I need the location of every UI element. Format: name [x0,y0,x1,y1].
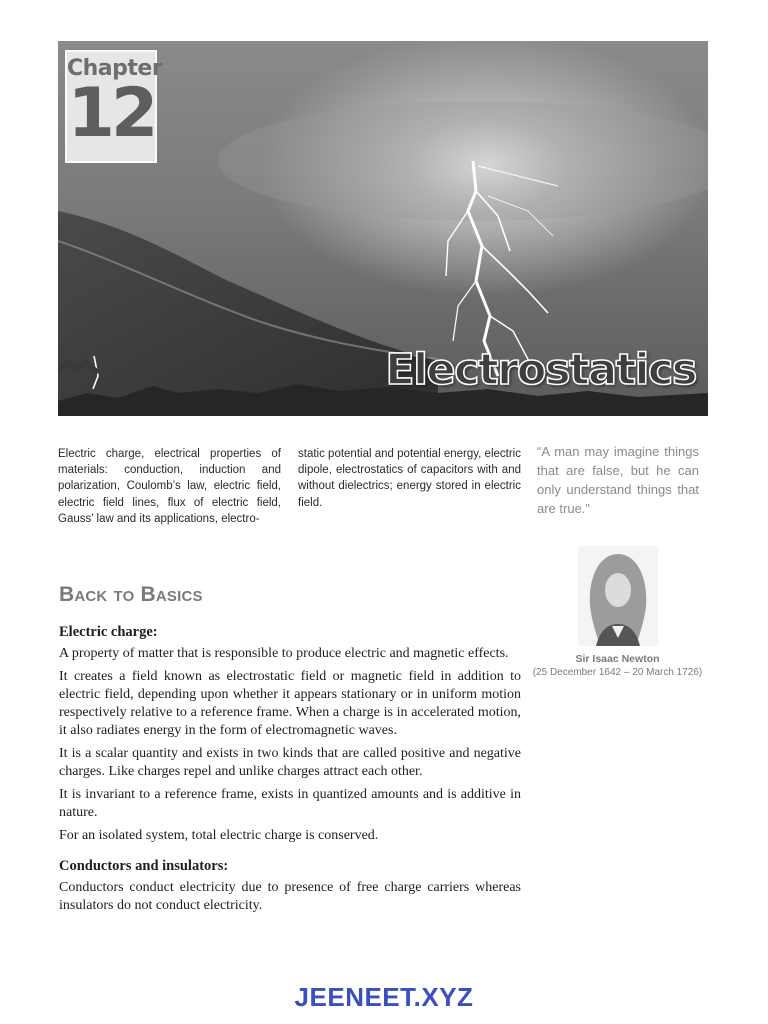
subsection-heading-conductors: Conductors and insulators: [59,858,229,874]
paragraph: A property of matter that is responsible to produce electric and magnetic effects. [59,646,509,661]
syllabus-column-1: Electric charge, electrical properties of materials: conduction, induction and polarization, Coulomb’s law, electric field, electric field lines, flux of electric field, Gauss’ law and its applications, electro- [58,448,281,525]
newton-portrait-image [578,546,658,646]
subsection-heading-electric-charge: Electric charge: [59,624,158,640]
footer-watermark: JEENEET.XYZ [294,982,474,1012]
chapter-hero-image [58,41,708,416]
paragraph: Conductors conduct electricity due to presence of free charge carriers whereas insulators do not conduct electricity. [59,880,521,913]
chapter-number-box [65,50,163,163]
newton-quote: “A man may imagine things that are false, but he can only understand things that are true.” [537,444,699,516]
paragraph: It creates a field known as electrostatic field or magnetic field in addition to electric field, depending upon whether it appears stationary or in uniform motion respectively relative to a reference frame. When a charge is in accelerated motion, it also radiates energy in the form of electromagnetic waves. [59,669,521,738]
section-title: Back to Basics [59,583,203,606]
chapter-number: 12 [67,74,155,153]
chapter-title: Electrostatics [385,345,696,395]
portrait-caption-dates: (25 December 1642 – 20 March 1726) [532,667,703,678]
section-content [59,623,521,920]
portrait-caption-name: Sir Isaac Newton [575,653,660,665]
syllabus-column-2: static potential and potential energy, electric dipole, electrostatics of capacitors with and without dielectrics; energy stored in electric field. [298,448,521,509]
paragraph: It is invariant to a reference frame, exists in quantized amounts and is additive in nature. [59,787,521,820]
paragraph: For an isolated system, total electric charge is conserved. [59,828,379,843]
paragraph: It is a scalar quantity and exists in two kinds that are called positive and negative charges. Like charges repel and unlike charges attract each other. [59,746,521,779]
chapter-label: Chapter [67,56,163,81]
